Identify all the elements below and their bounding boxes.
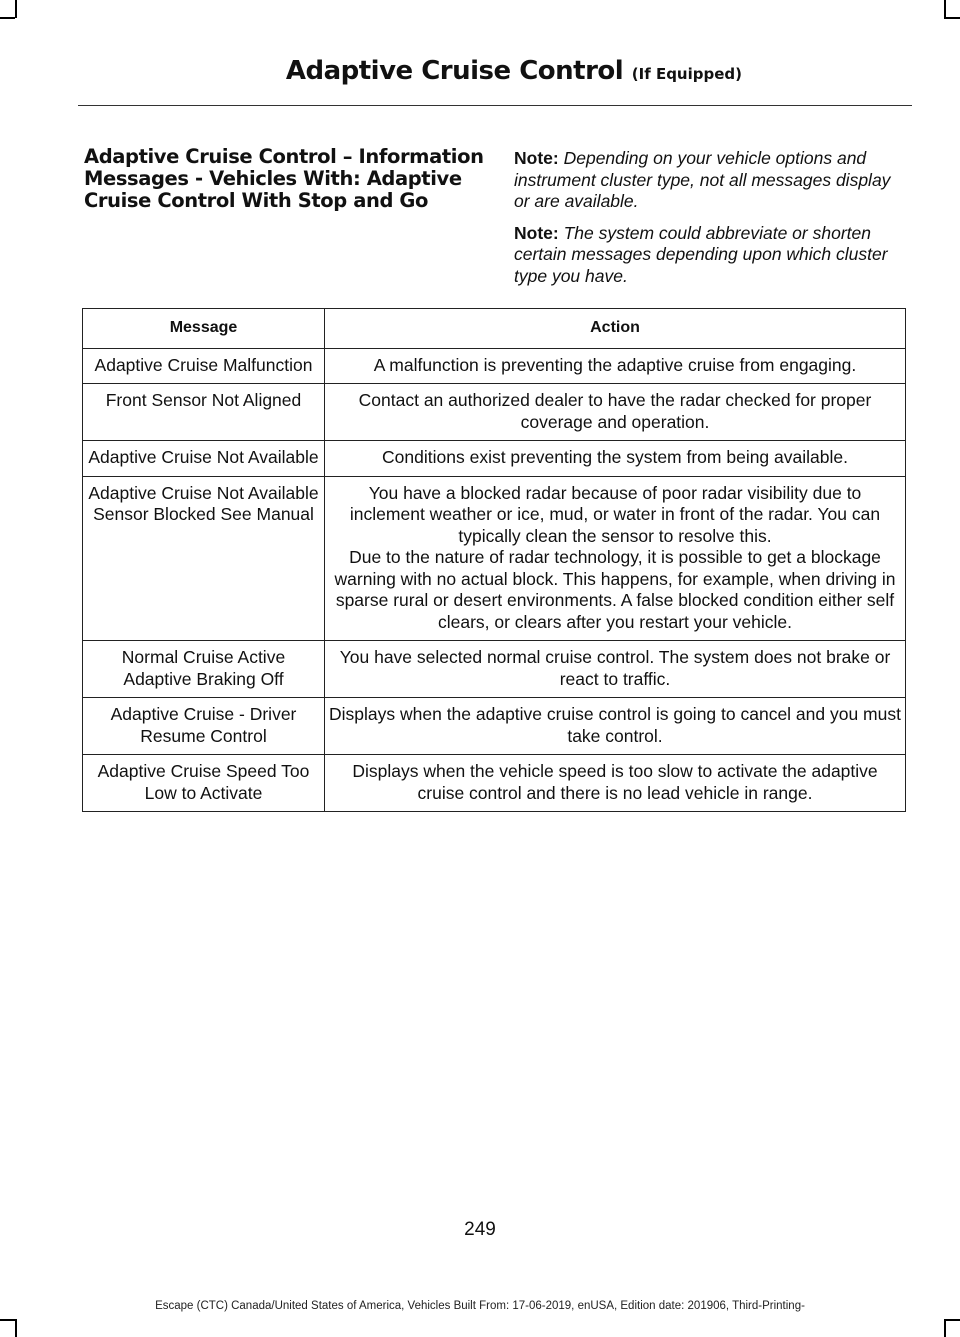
messages-table bbox=[82, 308, 906, 812]
message-cell: Adaptive Cruise Not Available Sensor Blocked See Manual bbox=[83, 476, 325, 641]
action-cell bbox=[325, 698, 906, 755]
message-cell: Adaptive Cruise - Driver Resume Control bbox=[83, 698, 325, 755]
table-row bbox=[83, 384, 906, 441]
header-subtitle: (If Equipped) bbox=[631, 65, 742, 83]
action-text: Displays when the vehicle speed is too slow to activate the adaptive cruise control and there is no lead vehicle in range. bbox=[352, 761, 878, 803]
action-text: Contact an authorized dealer to have the radar checked for proper coverage and operation. bbox=[358, 390, 872, 432]
page-header-title bbox=[286, 56, 742, 86]
table-header-row bbox=[83, 309, 906, 349]
action-cell bbox=[325, 384, 906, 441]
action-cell bbox=[325, 641, 906, 698]
header-divider bbox=[78, 105, 912, 106]
message-cell: Adaptive Cruise Malfunction bbox=[83, 348, 325, 384]
section-heading: Adaptive Cruise Control – Information Messages - Vehicles With: Adaptive Cruise Control With Stop and Go bbox=[84, 145, 484, 212]
action-text: A malfunction is preventing the adaptive cruise from engaging. bbox=[373, 354, 857, 375]
action-cell bbox=[325, 476, 906, 641]
action-text: Displays when the adaptive cruise control is going to cancel and you must take control. bbox=[329, 704, 901, 746]
column-header-action: Action bbox=[325, 309, 906, 349]
action-text: Conditions exist preventing the system from being available. bbox=[382, 447, 848, 467]
notes-column bbox=[514, 148, 906, 297]
table-row bbox=[83, 698, 906, 755]
column-header-message: Message bbox=[83, 309, 325, 349]
crop-mark bbox=[0, 1319, 15, 1321]
message-cell: Front Sensor Not Aligned bbox=[83, 384, 325, 441]
message-cell: Normal Cruise Active Adaptive Braking Off bbox=[83, 641, 325, 698]
action-cell bbox=[325, 755, 906, 812]
page-footer: Escape (CTC) Canada/United States of America, Vehicles Built From: 17-06-2019, enUSA, Edition date: 201906, Third-Printing- bbox=[155, 1300, 805, 1312]
crop-mark bbox=[944, 17, 960, 19]
crop-mark bbox=[944, 1319, 960, 1321]
action-cell bbox=[325, 348, 906, 384]
table-row bbox=[83, 755, 906, 812]
note-text: Depending on your vehicle options and instrument cluster type, not all messages display or are available. bbox=[514, 148, 891, 211]
note-label: Note: bbox=[514, 148, 559, 168]
table-row bbox=[83, 441, 906, 477]
table-row bbox=[83, 476, 906, 641]
message-cell: Adaptive Cruise Not Available bbox=[83, 441, 325, 477]
action-text: Due to the nature of radar technology, it is possible to get a blockage warning with no actual block. This happens, for example, when driving in sparse rural or desert environments. A false blocked condition either self clears, or clears after you restart your vehicle. bbox=[334, 547, 896, 632]
note-text: The system could abbreviate or shorten certain messages depending upon which cluster type you have. bbox=[514, 222, 888, 286]
crop-mark bbox=[944, 1319, 946, 1337]
message-cell: Adaptive Cruise Speed Too Low to Activate bbox=[83, 755, 325, 812]
page-number: 249 bbox=[464, 1219, 496, 1240]
header-title-text: Adaptive Cruise Control bbox=[285, 56, 624, 86]
note bbox=[514, 223, 906, 288]
note-label: Note: bbox=[514, 222, 559, 243]
crop-mark bbox=[15, 0, 17, 18]
action-text: You have selected normal cruise control. The system does not brake or react to traffic. bbox=[339, 647, 891, 689]
crop-mark bbox=[944, 0, 946, 18]
crop-mark bbox=[15, 1319, 17, 1337]
action-cell bbox=[325, 441, 906, 477]
table-row bbox=[83, 348, 906, 384]
crop-mark bbox=[0, 17, 15, 19]
action-text: You have a blocked radar because of poor radar visibility due to inclement weather or ice, mud, or water in front of the radar. You can typically clean the sensor to resolve this. bbox=[349, 482, 881, 546]
note bbox=[514, 148, 906, 213]
table-row bbox=[83, 641, 906, 698]
